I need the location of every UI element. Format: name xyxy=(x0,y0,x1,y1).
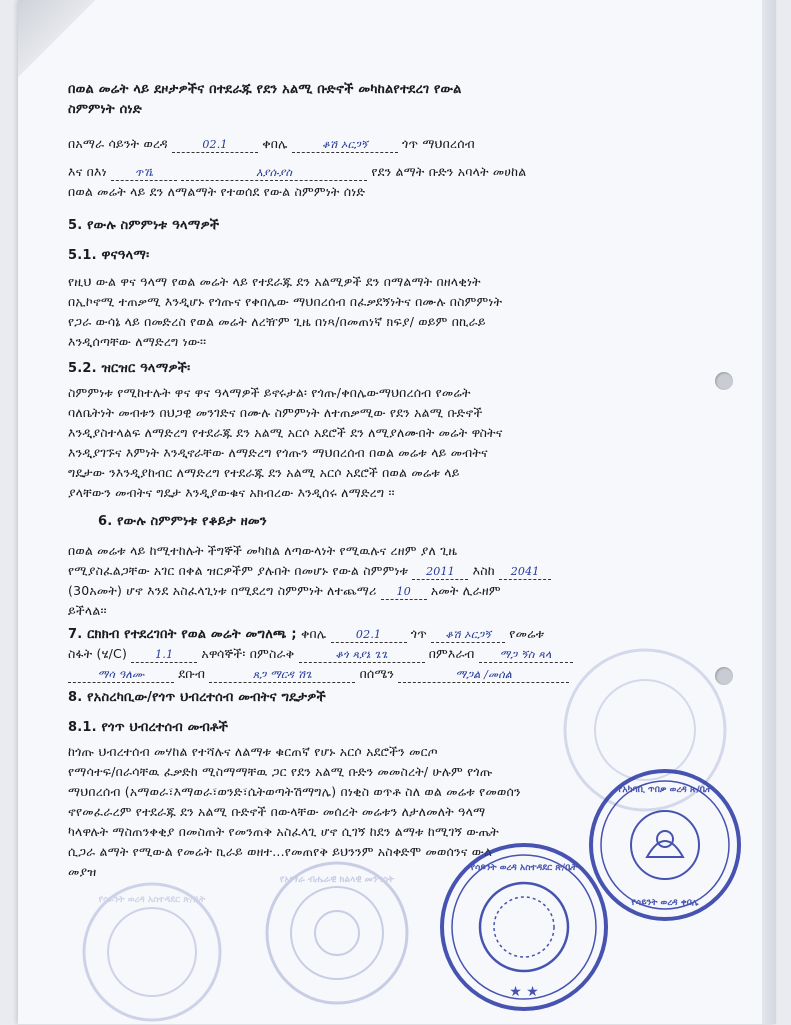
stamp-3-text: የሳይንት ወረዳ አስተዳደር ጽ/ቤት xyxy=(470,863,578,873)
stamp-4-text: የአካባቢ ጥበቃ ወረዳ ጽ/ቤት xyxy=(617,785,713,795)
section-8-1-body: ከጎጡ ህብረተሰብ መሃከል የተሻሉና ለልማቱ ቁርጠኛ የሆኑ አርሶ አደሮችን መርጦ የማሳተፍ/በራሳቸዉ ፈቃድከ ሚስማማቸዉ ጋር የደን አልሚ ቡድን መመስረት/ ሁሉም የጎጡ ማህበረሰብ (አማወራ፣እማወራ፣ወንድ፣ሴትወጣትሽማግሌ) በነቂስ ወጥቶ ስለ ወል መሬቱ የመወሰን ኖየመፈራረም የተደራጁ ደን አልሚ ቡድኖች በውላቸው መሰረት መሬቱን ለታለመለት ዓላማ ካላዋሉት ማስጠንቀቂያ በመስጠት የመንጠቅ አስፈላጊ ሆኖ ሲገኝ ከደን ልማቱ ከሚገኝ ውጤት ሲጋራ ልማት የሚውል የመሬት ኪራይ ወዘተ...የመጠየቅ ይህንንም አስቀድሞ መወሰንና ውል መያዝ xyxy=(68,744,521,879)
intro-line-1: በአማራ ሳይንት ወረዳ 02.1 ቀበሌ ቆሽ ኦርጋኝ ጎጥ ማህበረሰብ xyxy=(68,136,475,151)
section-5-2-body: ስምምነቱ የሚከተሉት ዋና ዋና ዓላማዎች ይኖሩታል፡ የጎጡ/ቀበሌውማህበረሰብ የመሬት ባለቤትነት መብቱን በህጋዊ መንገድና በሙሉ ስምምነት ለተጠቃሚው የደን አልሚ ቡድኖች እንዲያስተላልፍ ለማድረግ የተደራጁ ደን አልሚ አርሶ አደሮች ደን ለሚያለሙበት መሬት ዋስትና እንዲያገኙና እምነት እንዲኖራቸው ለማድረግ የጎጡን ማህበረሰብ በወል መሬቱ ላይ መብትና ግዴታው ንእንዲያከብር ለማድረግ የተደራጁ ደን አልሚ አርሶ አደሮች በወል መሬቱ ላይ ያላቸውን መብትና ግዴታ እንዲያውቁና አክብረው እንዲሰሩ ለማድረግ ፡፡ xyxy=(68,385,503,500)
section-5-heading: 5. የውሉ ስምምነቱ ዓላማዎች xyxy=(68,218,220,233)
section-8-1-heading: 8.1. የጎጥ ህብረተሰብ መብቶች xyxy=(68,720,229,735)
section-7-line-2: ስፋት (ሄ/C) 1.1 አዋሳኞች፡ በምስራቅ ቆጎ ጻያኔ ጌጌ በምእራብ ማጋ ኝስ ጻላ xyxy=(68,644,698,664)
south-border-field: ጸጋ ማርዳ ሽጌ xyxy=(209,668,355,683)
west-border-field: ማጋ ኝስ ጻላ xyxy=(479,648,573,663)
intro-line-2: እና በእነ ጥኼ እያሱያስ የደን ልማት ቡድን አባላት መሀከል xyxy=(68,164,527,179)
stamp-2-text: የአማራ ብሔራዊ ክልላዊ መንግስት xyxy=(279,875,395,885)
east-border-field: ቆጎ ጻያኔ ጌጌ xyxy=(299,648,425,663)
north-neighbor-field: ማሳ ዓለሙ xyxy=(68,668,174,683)
page-edge-shadow xyxy=(762,0,776,1024)
section-6-heading: 6. የውሉ ስምምነቱ የቆይታ ዘመን xyxy=(98,514,267,529)
area-field: 1.1 xyxy=(131,648,197,663)
section-7-line-3: ማሳ ዓለሙ ደቡብ ጸጋ ማርዳ ሽጌ በሰሜን ማጋል /መሰል xyxy=(68,664,698,684)
start-year-field: 2011 xyxy=(412,565,468,580)
punch-hole xyxy=(715,372,733,390)
svg-text:★ ★: ★ ★ xyxy=(509,984,539,1000)
faded-stamp-middle xyxy=(262,858,412,1008)
member-surname-field: እያሱያስ xyxy=(181,166,367,181)
section-8-heading: 8. የአስረካቢው/የጎጥ ህብረተሰብ መብትና ግዴታዎች xyxy=(68,690,326,705)
member-name-field: ጥኼ xyxy=(111,166,177,181)
sec7-kebele-field: 02.1 xyxy=(331,628,407,643)
section-5-1-body: የዚህ ውል ዋና ዓላማ የወል መሬት ላይ የተደራጁ ደን አልሚዎች ደን በማልማት በዘላቂነት በኢኮኖሚ ተጠቃሚ እንዲሆኑ የጎጡና የቀበሌው ማህበረሰብ በፈቃደኝነትና በሙሉ በስምምነት የጋራ ውሳኔ ላይ በመድረስ የወል መሬት ለረዥም ጊዜ በነጻ/በመጠነኛ ክፍያ/ ወይም በኪራይ እንዲሰጣቸው ለማድረግ ነው፡፡ xyxy=(68,274,503,349)
faded-stamp-left xyxy=(80,880,225,1025)
woreda-field: 02.1 xyxy=(172,138,258,153)
section-5-1-heading: 5.1. ዋናዓላማ፡ xyxy=(68,248,150,263)
section-7-line-1: 7. ርክክብ የተደረገበት የወል መሬት መግለጫ ; ቀበሌ 02.1 ጎጥ ቆሽ ኦርጋኝ የመሬቱ xyxy=(68,626,545,642)
kebele-field: ቆሽ ኦርጋኝ xyxy=(292,138,398,153)
sec7-got-field: ቆሽ ኦርጋኝ xyxy=(431,628,505,643)
extension-years-field: 10 xyxy=(381,585,427,600)
section-6-body: በወል መሬቱ ላይ ከሚተከሉት ችግኞች መካከል ለጣውላነት የሚዉሉና ረዘም ያለ ጊዜ የሚያስፈልጋቸው አገር በቀል ዝርዎችም ያሉበት በመሆኑ የውል ስምምነቱ 2011 እስከ 2041 (30አመት) ሆኖ እንደ አስፈላጊነቱ በሚደረግ ስምምነት ለተጨማሪ 10 አመት ሊራዘም ይችላል፡፡ xyxy=(68,541,698,621)
document-title: በወል መሬት ላይ ደዞታዎችና በተደራጁ የደን አልሚ ቡድኖች መካከልየተደረገ የውል ስምምነት ሰነድ xyxy=(68,82,462,117)
stamp-5-text: የሳይንት ወረዳ ቀበሌ xyxy=(631,898,699,908)
section-5-2-heading: 5.2. ዝርዝር ዓላማዎች፡ xyxy=(68,361,191,376)
intro-line-3: በወል መሬት ላይ ደን ለማልማት የተወሰደ የውል ስምምነት ሰነድ xyxy=(68,184,366,199)
official-stamp-right xyxy=(585,765,745,925)
folded-corner xyxy=(18,0,108,80)
end-year-field: 2041 xyxy=(499,565,551,580)
stamp-1-text: የሳይንት ወረዳ አስተዳደር ጽ/ቤት xyxy=(98,895,206,905)
north-border-field: ማጋል /መሰል xyxy=(398,668,569,683)
